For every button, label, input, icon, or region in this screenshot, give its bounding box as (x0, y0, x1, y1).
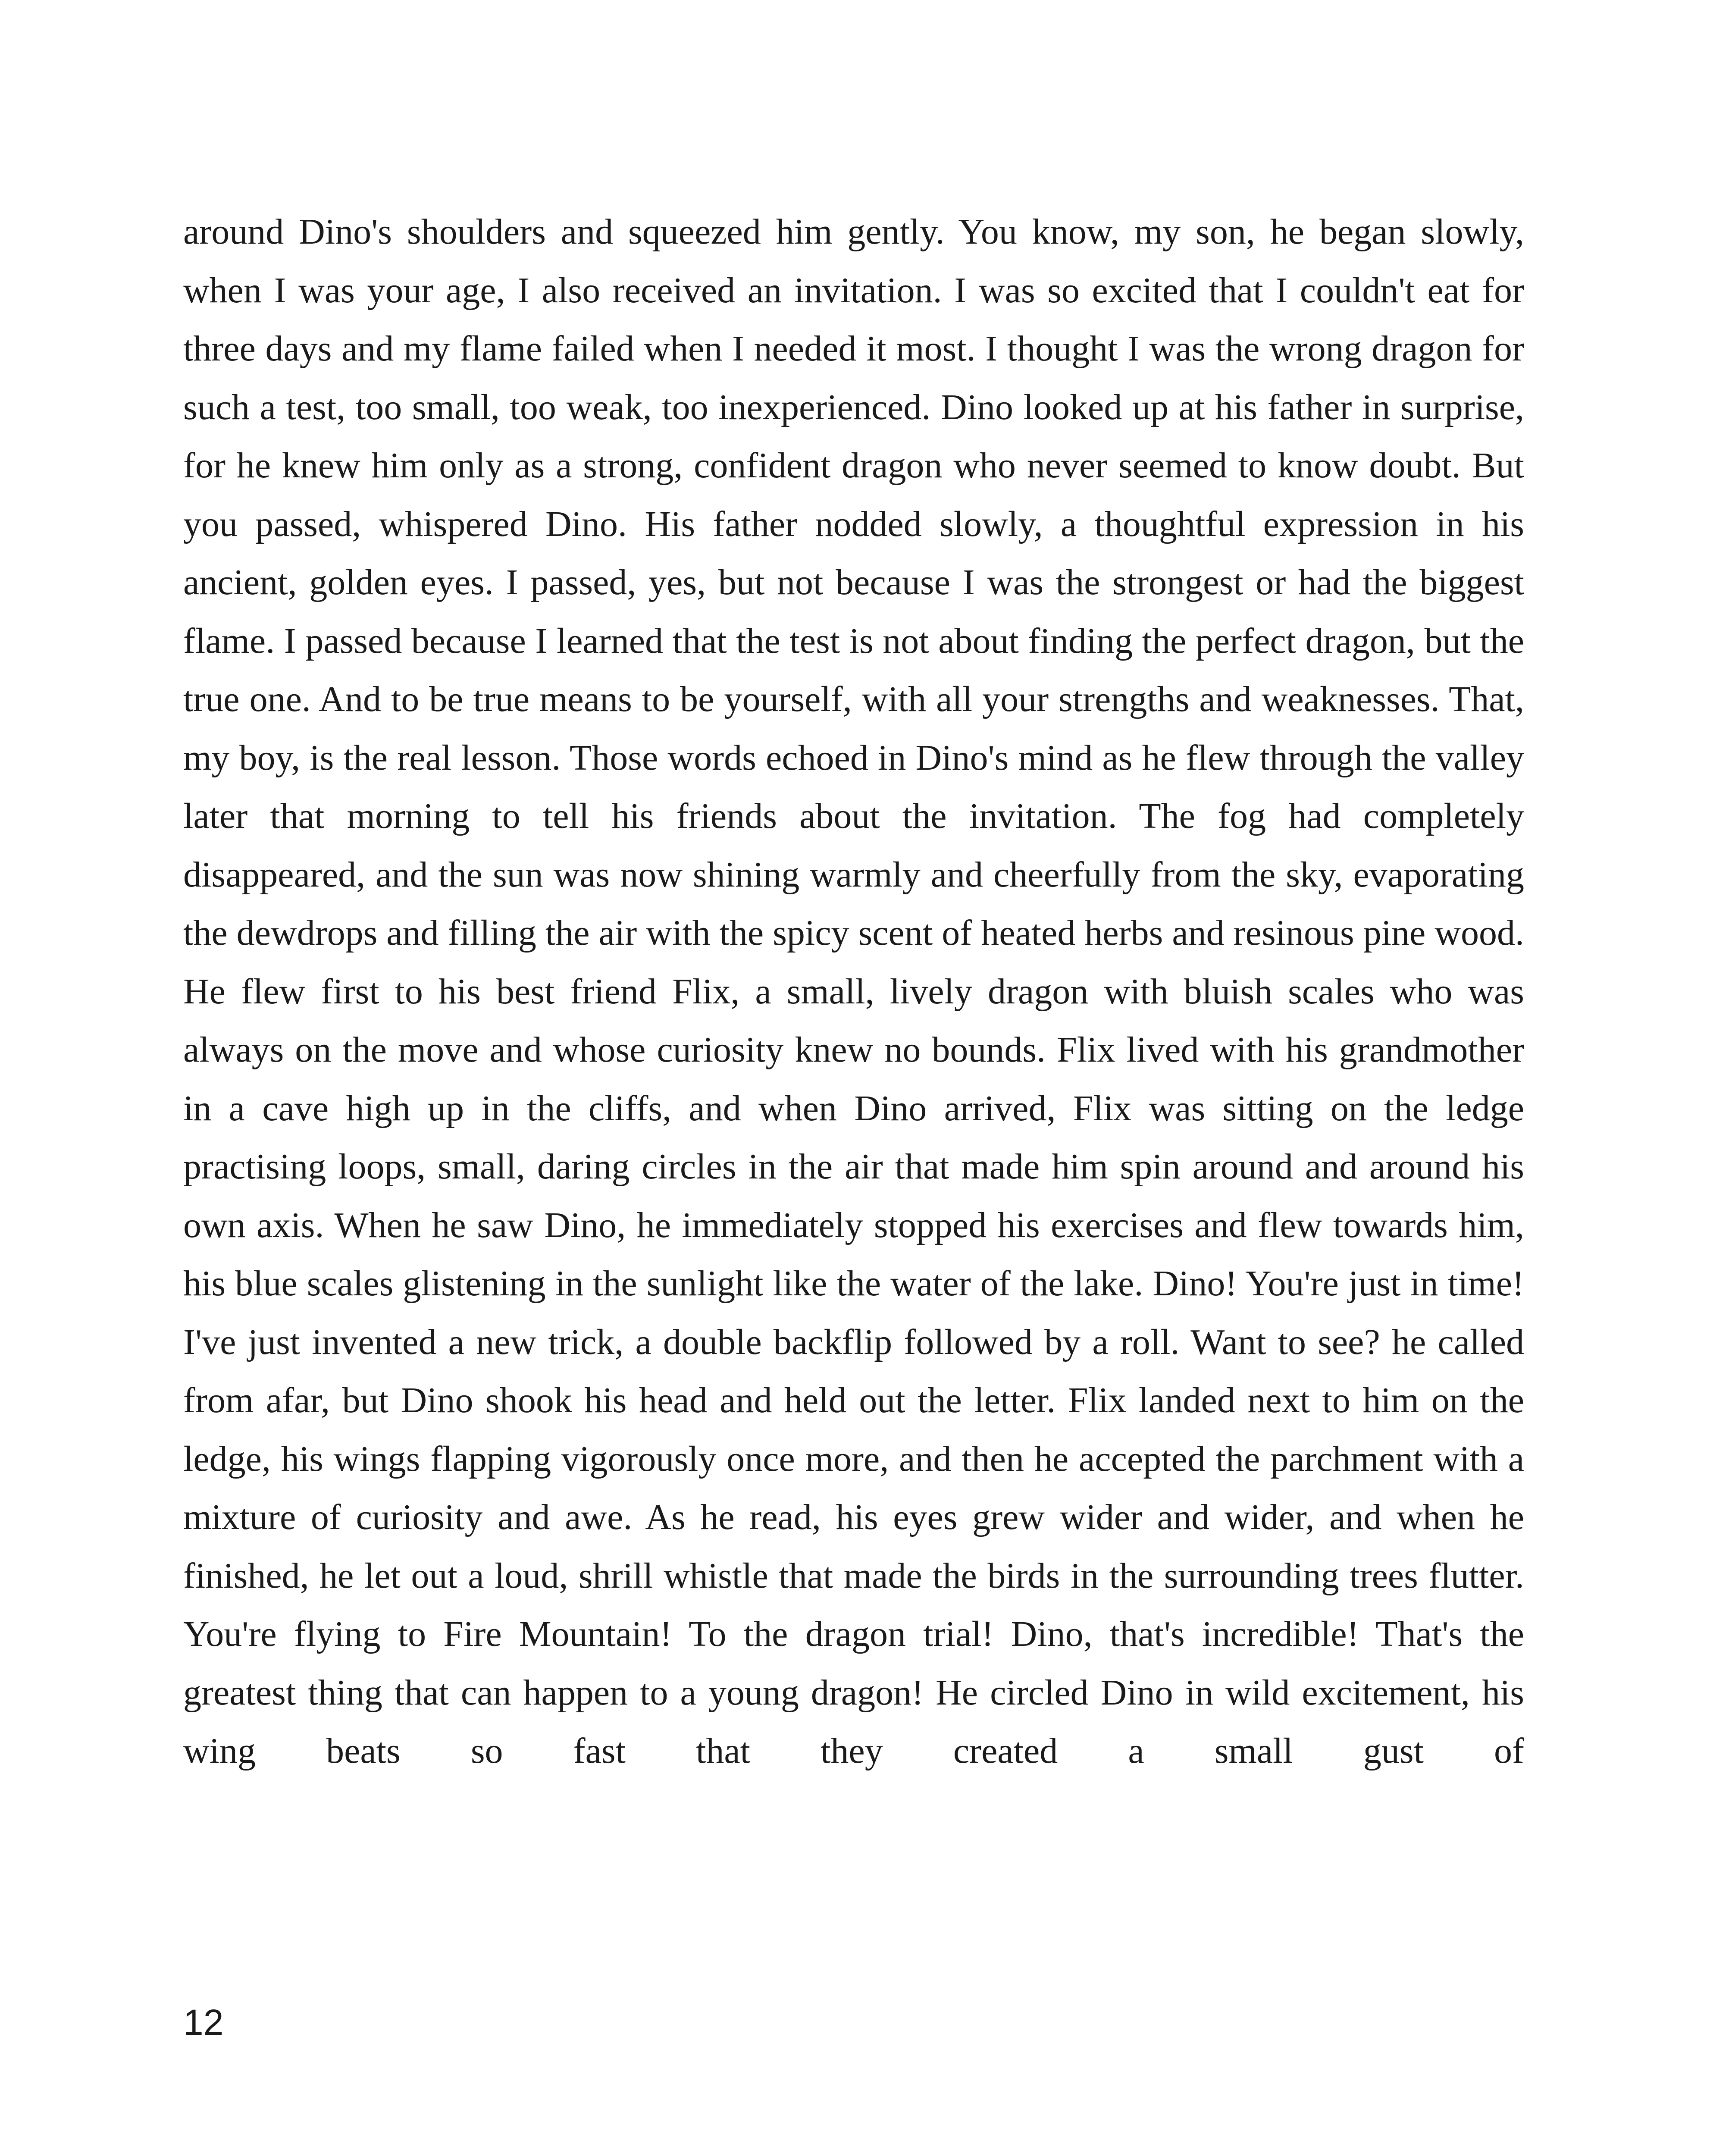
page-number: 12 (183, 2002, 224, 2043)
body-text: around Dino's shoulders and squeezed him gently. You know, my son, he began slowly, when I was your age, I also received an invitation. I was so excited that I couldn't eat for three days and my flame failed when I needed it most. I thought I was the wrong dragon for such a test, too small, too weak, too inexperienced. Dino looked up at his father in surprise, for he knew him only as a strong, confident dragon who never seemed to know doubt. But you passed, whispered Dino. His father nodded slowly, a thoughtful expression in his ancient, golden eyes. I passed, yes, but not because I was the strongest or had the biggest flame. I passed because I learned that the test is not about finding the perfect dragon, but the true one. And to be true means to be yourself, with all your strengths and weaknesses. That, my boy, is the real lesson. Those words echoed in Dino's mind as he flew through the valley later that morning to tell his friends about the invitation. The fog had completely disappeared, and the sun was now shining warmly and cheerfully from the sky, evaporating the dewdrops and filling the air with the spicy scent of heated herbs and resinous pine wood. He flew first to his best friend Flix, a small, lively dragon with bluish scales who was always on the move and whose curiosity knew no bounds. Flix lived with his grandmother in a cave high up in the cliffs, and when Dino arrived, Flix was sitting on the ledge practising loops, small, daring circles in the air that made him spin around and around his own axis. When he saw Dino, he immediately stopped his exercises and flew towards him, his blue scales glistening in the sunlight like the water of the lake. Dino! You're just in time! I've just invented a new trick, a double backflip followed by a roll. Want to see? he called from afar, but Dino shook his head and held out the letter. Flix landed next to him on the ledge, his wings flapping vigorously once more, and then he accepted the parchment with a mixture of curiosity and awe. As he read, his eyes grew wider and wider, and when he finished, he let out a loud, shrill whistle that made the birds in the surrounding trees flutter. You're flying to Fire Mountain! To the dragon trial! Dino, that's incredible! That's the greatest thing that can happen to a young dragon! He circled Dino in wild excitement, his wing beats so fast that they created a small gust of (183, 212, 1524, 1771)
